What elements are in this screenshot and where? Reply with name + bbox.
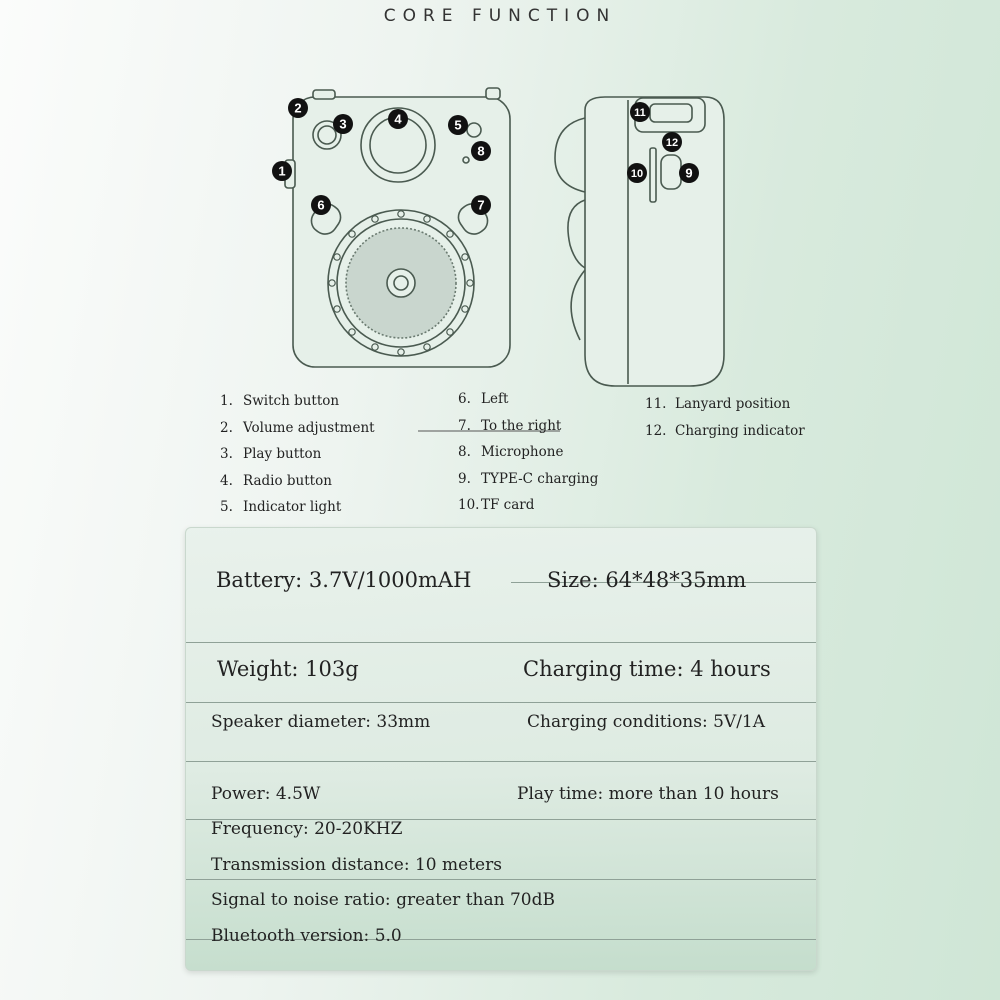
legend-item: 6. Left — [458, 391, 509, 407]
spec-frequency: Frequency: 20-20KHZ — [211, 819, 403, 839]
svg-text:1: 1 — [278, 163, 286, 179]
callout-1 — [272, 161, 292, 181]
svg-text:2: 2 — [294, 100, 302, 116]
legend-item: 9. TYPE-C charging — [458, 470, 599, 487]
svg-text:12: 12 — [665, 137, 679, 149]
specifications-panel — [185, 527, 817, 971]
spec-charging-conditions: Charging conditions: 5V/1A — [527, 712, 766, 732]
spec-play-time: Play time: more than 10 hours — [517, 784, 779, 804]
callout-2 — [288, 98, 308, 118]
svg-text:6: 6 — [317, 197, 325, 213]
callout-12 — [662, 132, 682, 152]
callout-4 — [388, 109, 408, 129]
spec-power: Power: 4.5W — [211, 784, 321, 804]
legend-item: 3. Play button — [220, 446, 322, 463]
legend-item: 11. Lanyard position — [645, 396, 791, 412]
legend-item: 2. Volume adjustment — [220, 419, 375, 436]
callout-6 — [311, 195, 331, 215]
callout-3 — [333, 114, 353, 134]
svg-text:7: 7 — [477, 197, 485, 213]
spec-battery: Battery: 3.7V/1000mAH — [216, 568, 472, 592]
legend-column-2 — [458, 386, 598, 519]
svg-text:4: 4 — [394, 111, 402, 127]
spec-bluetooth: Bluetooth version: 5.0 — [211, 926, 402, 946]
legend-item: 5. Indicator light — [220, 499, 342, 516]
svg-text:9: 9 — [685, 165, 693, 181]
device-side-view — [555, 97, 724, 386]
row-divider — [186, 642, 816, 643]
callout-7 — [471, 195, 491, 215]
callout-9 — [679, 163, 699, 183]
legend-item: 4. Radio button — [220, 472, 332, 489]
spec-size: Size: 64*48*35mm — [547, 568, 747, 592]
row-divider — [186, 702, 816, 703]
legend-item: 1. Switch button — [220, 393, 340, 409]
svg-text:11: 11 — [634, 107, 646, 119]
page-title: CORE FUNCTION — [383, 6, 617, 26]
callout-10 — [627, 163, 647, 183]
legend-item: 12. Charging indicator — [645, 422, 805, 439]
legend-column-3 — [645, 391, 805, 444]
legend-item: 10. TF card — [458, 497, 535, 514]
spec-speaker-diameter: Speaker diameter: 33mm — [211, 712, 431, 732]
spec-charging-time: Charging time: 4 hours — [523, 657, 771, 681]
callout-5 — [448, 115, 468, 135]
legend-column-1 — [220, 388, 375, 521]
spec-snr: Signal to noise ratio: greater than 70dB — [211, 890, 555, 910]
svg-text:3: 3 — [339, 116, 347, 132]
legend-item: 8. Microphone — [458, 444, 564, 461]
spec-weight: Weight: 103g — [217, 657, 359, 681]
svg-text:8: 8 — [477, 143, 485, 159]
callout-8 — [471, 141, 491, 161]
row-divider — [186, 879, 816, 880]
svg-text:5: 5 — [454, 117, 462, 133]
legend-item: 7. To the right — [458, 417, 562, 434]
row-divider — [186, 761, 816, 762]
device-front-view — [285, 88, 510, 367]
spec-transmission-distance: Transmission distance: 10 meters — [211, 855, 502, 875]
svg-text:10: 10 — [630, 168, 644, 180]
callout-11 — [630, 102, 650, 122]
